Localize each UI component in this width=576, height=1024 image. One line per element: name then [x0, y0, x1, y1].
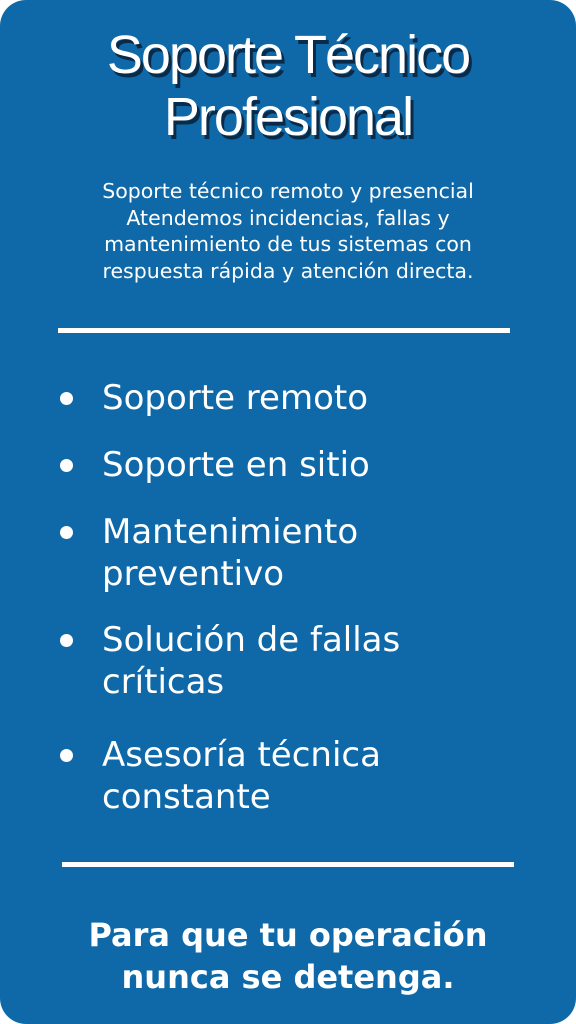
top-divider: [58, 328, 510, 333]
list-item-line-2: preventivo: [102, 554, 285, 594]
list-item-label: [102, 377, 532, 419]
list-item-line-2: constante: [102, 777, 271, 817]
bullet-icon: [60, 392, 73, 405]
list-item-line-1: Mantenimiento: [102, 512, 359, 552]
list-item-label: [102, 734, 532, 818]
list-item-label: [102, 444, 532, 486]
description-line-3: mantenimiento de tus sistemas con: [104, 232, 472, 256]
service-description: [40, 178, 536, 284]
description-line-2: Atendemos incidencias, fallas y: [126, 205, 450, 230]
list-item-line-2: críticas: [102, 662, 225, 702]
list-item-line-1: Asesoría técnica: [102, 735, 381, 775]
list-item-label: [102, 511, 532, 595]
tagline-line-1: Para que tu operación: [88, 916, 488, 954]
bullet-icon: [60, 459, 73, 472]
title-line-2: Profesional: [163, 87, 413, 147]
list-item-line-1: Solución de fallas: [102, 620, 401, 660]
title-line-1: Soporte Técnico: [106, 25, 470, 85]
list-item-label: [102, 619, 532, 703]
bullet-icon: [60, 634, 73, 647]
bullet-icon: [60, 749, 73, 762]
list-item-line-1: Soporte en sitio: [102, 445, 370, 485]
description-line-4: respuesta rápida y atención directa.: [102, 258, 474, 283]
bottom-divider: [62, 862, 514, 867]
description-line-1: Soporte técnico remoto y presencial: [102, 179, 474, 203]
list-item-line-1: Soporte remoto: [102, 378, 369, 418]
bullet-icon: [60, 526, 73, 539]
tagline: [0, 914, 576, 998]
page-title: [0, 24, 576, 148]
tagline-line-2: nunca se detenga.: [121, 958, 455, 996]
